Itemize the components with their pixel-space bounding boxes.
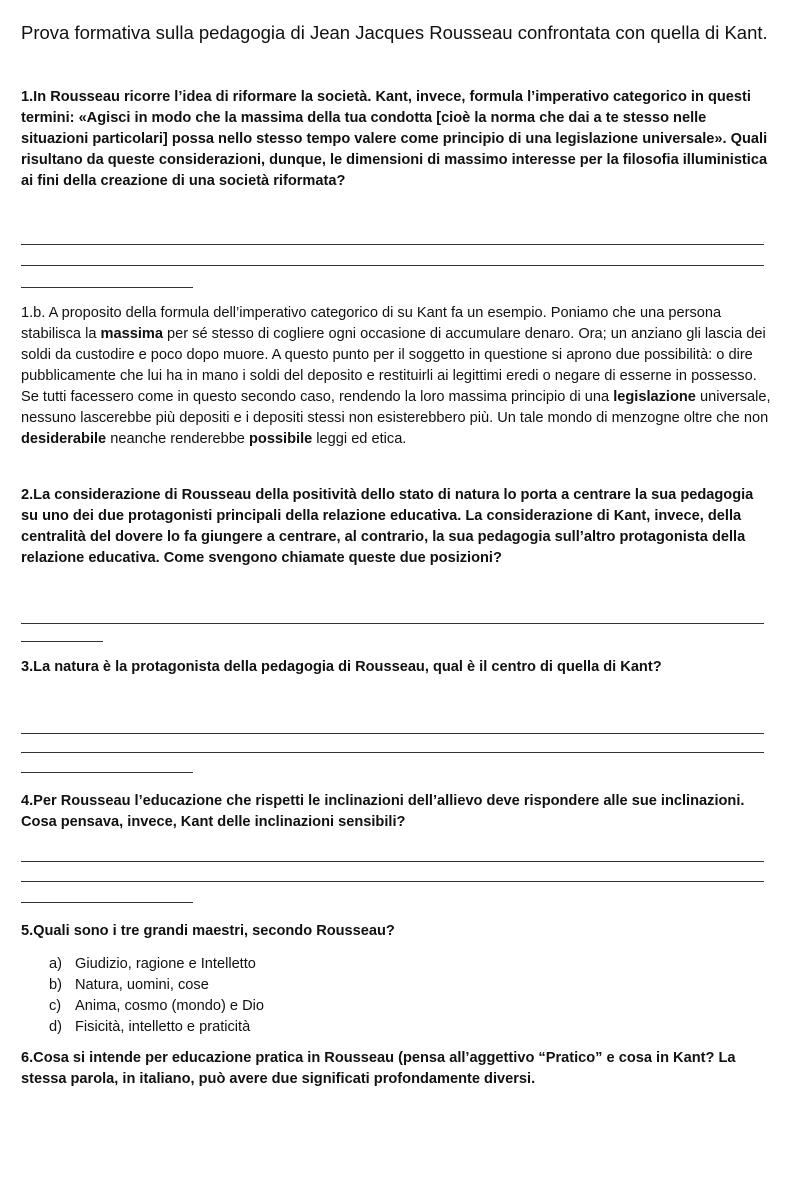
- option-b[interactable]: [49, 975, 264, 996]
- option-d[interactable]: [49, 1017, 264, 1038]
- option-label: a): [49, 956, 62, 972]
- option-list: [49, 954, 264, 1038]
- bold-legislazione: legislazione: [613, 389, 696, 405]
- option-text: Natura, uomini, cose: [75, 977, 209, 993]
- answer-line[interactable]: [21, 287, 193, 288]
- question-5: 5.Quali sono i tre grandi maestri, secondo Rousseau?: [21, 923, 395, 939]
- question-1: 1.In Rousseau ricorre l’idea di riformare la società. Kant, invece, formula l’imperativo categorico in questi termini: «Agisci in modo che la massima della tua condotta [cioè la norma che dai a te stesso nelle situazioni particolari] possa nello stesso tempo valere come principio di una legislazione universale». Quali risultano da queste considerazioni, dunque, le dimensioni di massimo interesse per la filosofia illuministica ai fini della creazione di una società riformata?: [21, 89, 768, 189]
- question-1b-text: neanche renderebbe: [106, 431, 249, 447]
- question-1b: [21, 303, 773, 450]
- option-text: Giudizio, ragione e Intelletto: [75, 956, 256, 972]
- answer-line[interactable]: [21, 881, 764, 882]
- answer-line[interactable]: [21, 641, 103, 642]
- option-text: Anima, cosmo (mondo) e Dio: [75, 998, 264, 1014]
- option-text: Fisicità, intelletto e praticità: [75, 1019, 251, 1035]
- answer-line[interactable]: [21, 752, 764, 753]
- question-3: 3.La natura è la protagonista della pedagogia di Rousseau, qual è il centro di quella di Kant?: [21, 659, 662, 675]
- question-1b-text: 1.b. A proposito della formula dell’imperativo categorico di su Kant fa un esempio. Poniamo che una persona stabilisca la: [21, 305, 722, 342]
- bold-desiderabile: desiderabile: [21, 431, 107, 447]
- question-4: 4.Per Rousseau l’educazione che rispetti le inclinazioni dell’allievo deve rispondere alle sue inclinazioni. Cosa pensava, invece, Kant delle inclinazioni sensibili?: [21, 793, 745, 830]
- option-c[interactable]: [49, 996, 264, 1017]
- question-1b-text: leggi ed etica.: [312, 431, 407, 447]
- question-6: 6.Cosa si intende per educazione pratica in Rousseau (pensa all’aggettivo “Pratico” e cosa in Kant? La stessa parola, in italiano, può avere due significati profondamente diversi.: [21, 1050, 736, 1087]
- answer-line[interactable]: [21, 623, 764, 624]
- answer-line[interactable]: [21, 772, 193, 773]
- question-1b-text: universale, nessuno lascerebbe più depositi e i depositi stessi non esisterebbero più. Un tale mondo di menzogne oltre che non: [21, 389, 771, 426]
- answer-line[interactable]: [21, 861, 764, 862]
- option-label: c): [49, 998, 62, 1014]
- option-label: d): [49, 1019, 62, 1035]
- answer-line[interactable]: [21, 902, 193, 903]
- bold-massima: massima: [100, 326, 163, 342]
- question-1b-text: per sé stesso di cogliere ogni occasione di accumulare denaro. Ora; un anziano gli lascia dei soldi da custodire e poco dopo muore. A questo punto per il soggetto in questione si aprono due possibilità: o dire pubblicamente che lui ha in mano i soldi del deposito e restituirli ai legittimi eredi o negare di esserne in possesso. Se tutti facessero come in questo secondo caso, rendendo la loro massima principio di una: [21, 326, 766, 405]
- option-label: b): [49, 977, 62, 993]
- question-2: 2.La considerazione di Rousseau della positività dello stato di natura lo porta a centrare la sua pedagogia su uno dei due protagonisti principali della relazione educativa. La considerazione di Kant, invece, della centralità del dovere lo fa giungere a centrare, al contrario, la sua pedagogia sull’altro protagonista della relazione educativa. Come svengono chiamate queste due posizioni?: [21, 487, 754, 566]
- answer-line[interactable]: [21, 265, 764, 266]
- bold-possibile: possibile: [248, 431, 313, 447]
- answer-line[interactable]: [21, 733, 764, 734]
- answer-line[interactable]: [21, 244, 764, 245]
- page-title: Prova formativa sulla pedagogia di Jean Jacques Rousseau confrontata con quella di Kant.: [21, 22, 768, 43]
- option-a[interactable]: [49, 954, 264, 975]
